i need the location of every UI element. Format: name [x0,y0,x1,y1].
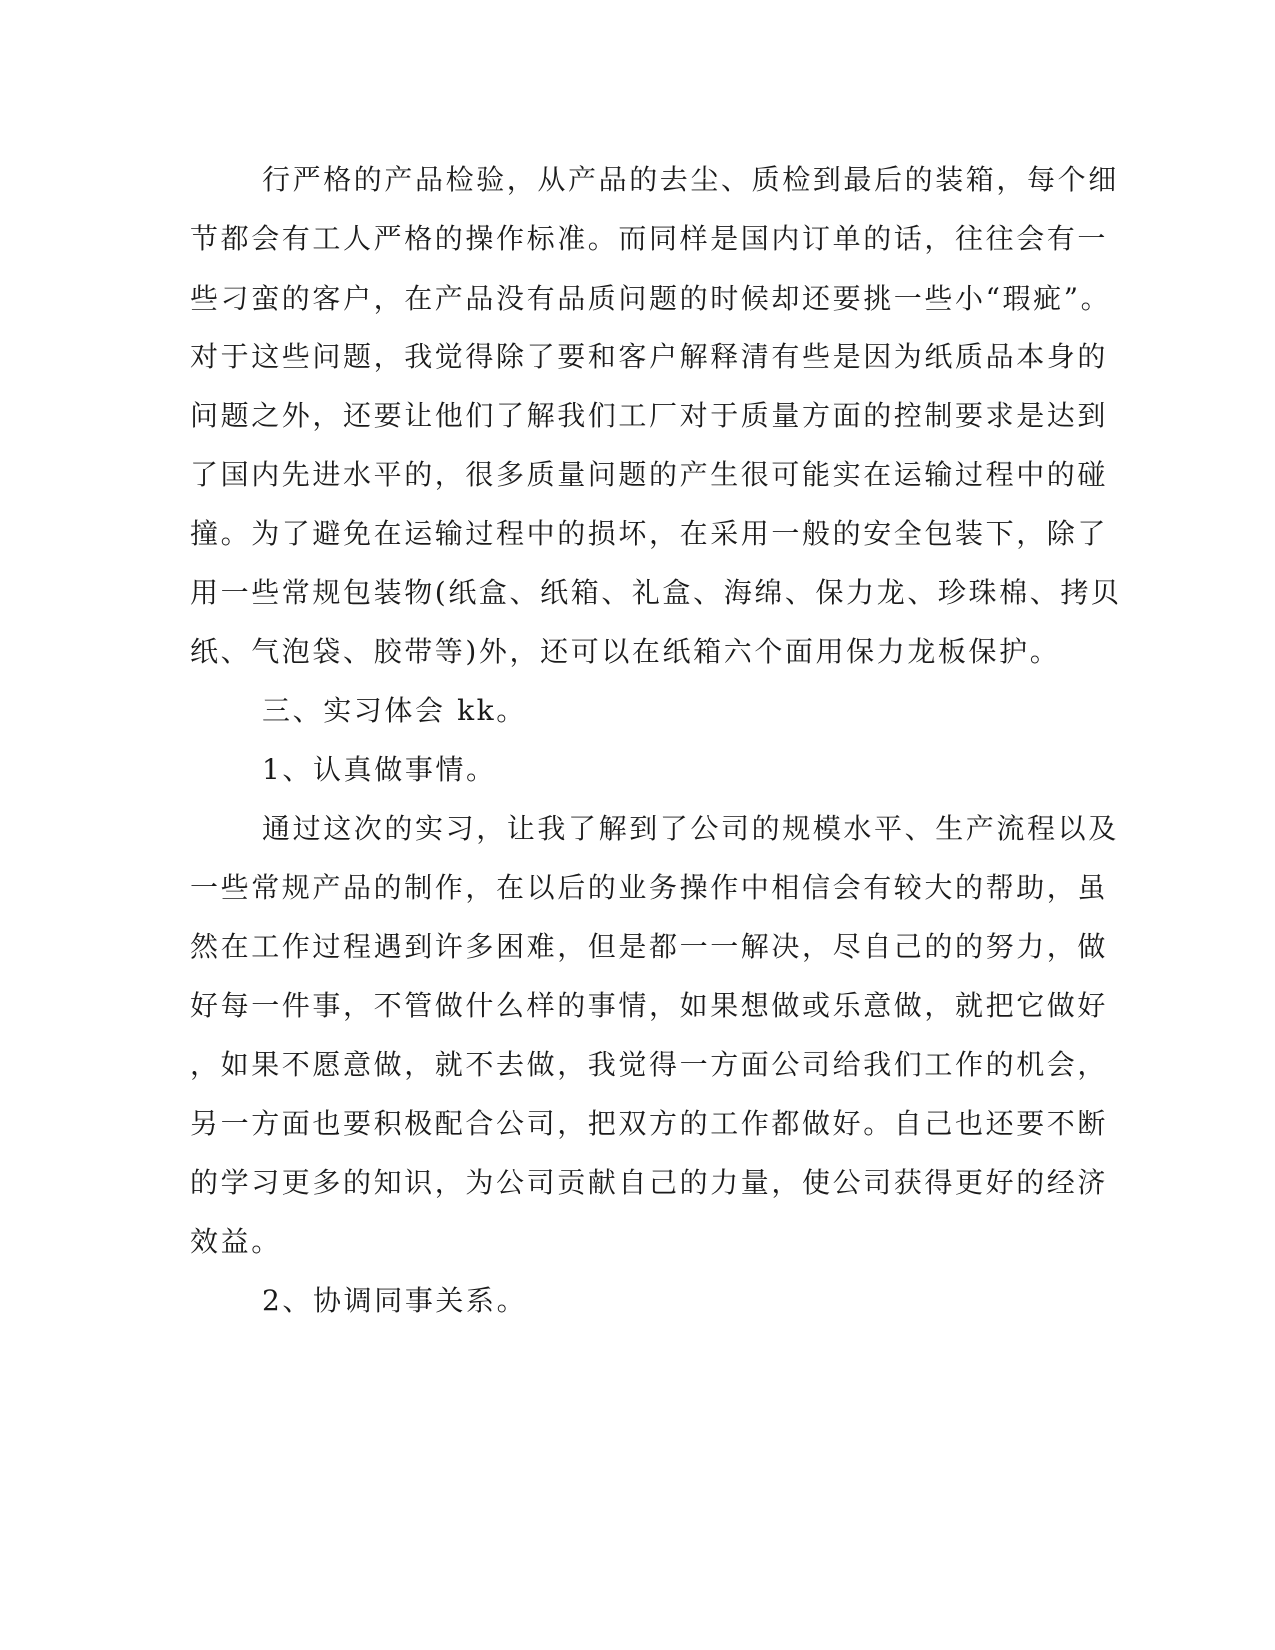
paragraph-line: ，如果不愿意做，就不去做，我觉得一方面公司给我们工作的机会， [190,1048,1109,1081]
paragraph-line: 纸、气泡袋、胶带等)外，还可以在纸箱六个面用保力龙板保护。 [190,635,1061,668]
subsection-heading: 1、认真做事情。 [262,753,497,786]
paragraph-line: 用一些常规包装物(纸盒、纸箱、礼盒、海绵、保力龙、珍珠棉、拷贝 [190,576,1122,609]
paragraph-line: 然在工作过程遇到许多困难，但是都一一解决，尽自己的的努力，做 [190,930,1109,963]
paragraph-line: 效益。 [190,1225,282,1258]
paragraph-line: 的学习更多的知识，为公司贡献自己的力量，使公司获得更好的经济 [190,1166,1109,1199]
section-heading: 三、实习体会 kk。 [262,694,527,727]
paragraph-line: 问题之外，还要让他们了解我们工厂对于质量方面的控制要求是达到 [190,399,1109,432]
subsection-heading: 2、协调同事关系。 [262,1284,528,1317]
paragraph-line: 好每一件事，不管做什么样的事情，如果想做或乐意做，就把它做好 [190,989,1109,1022]
paragraph-line: 些刁蛮的客户，在产品没有品质问题的时候却还要挑一些小“瑕疵”。 [190,282,1112,315]
paragraph-line: 节都会有工人严格的操作标准。而同样是国内订单的话，往往会有一 [190,222,1109,255]
paragraph-line: 另一方面也要积极配合公司，把双方的工作都做好。自己也还要不断 [190,1107,1109,1140]
paragraph-line: 一些常规产品的制作，在以后的业务操作中相信会有较大的帮助，虽 [190,871,1109,904]
paragraph-line: 对于这些问题，我觉得除了要和客户解释清有些是因为纸质品本身的 [190,340,1109,373]
paragraph-line: 了国内先进水平的，很多质量问题的产生很可能实在运输过程中的碰 [190,458,1109,491]
paragraph-line: 撞。为了避免在运输过程中的损坏，在采用一般的安全包装下，除了 [190,517,1109,550]
paragraph-line: 行严格的产品检验，从产品的去尘、质检到最后的装箱，每个细 [262,163,1119,196]
paragraph-line: 通过这次的实习，让我了解到了公司的规模水平、生产流程以及 [262,812,1119,845]
